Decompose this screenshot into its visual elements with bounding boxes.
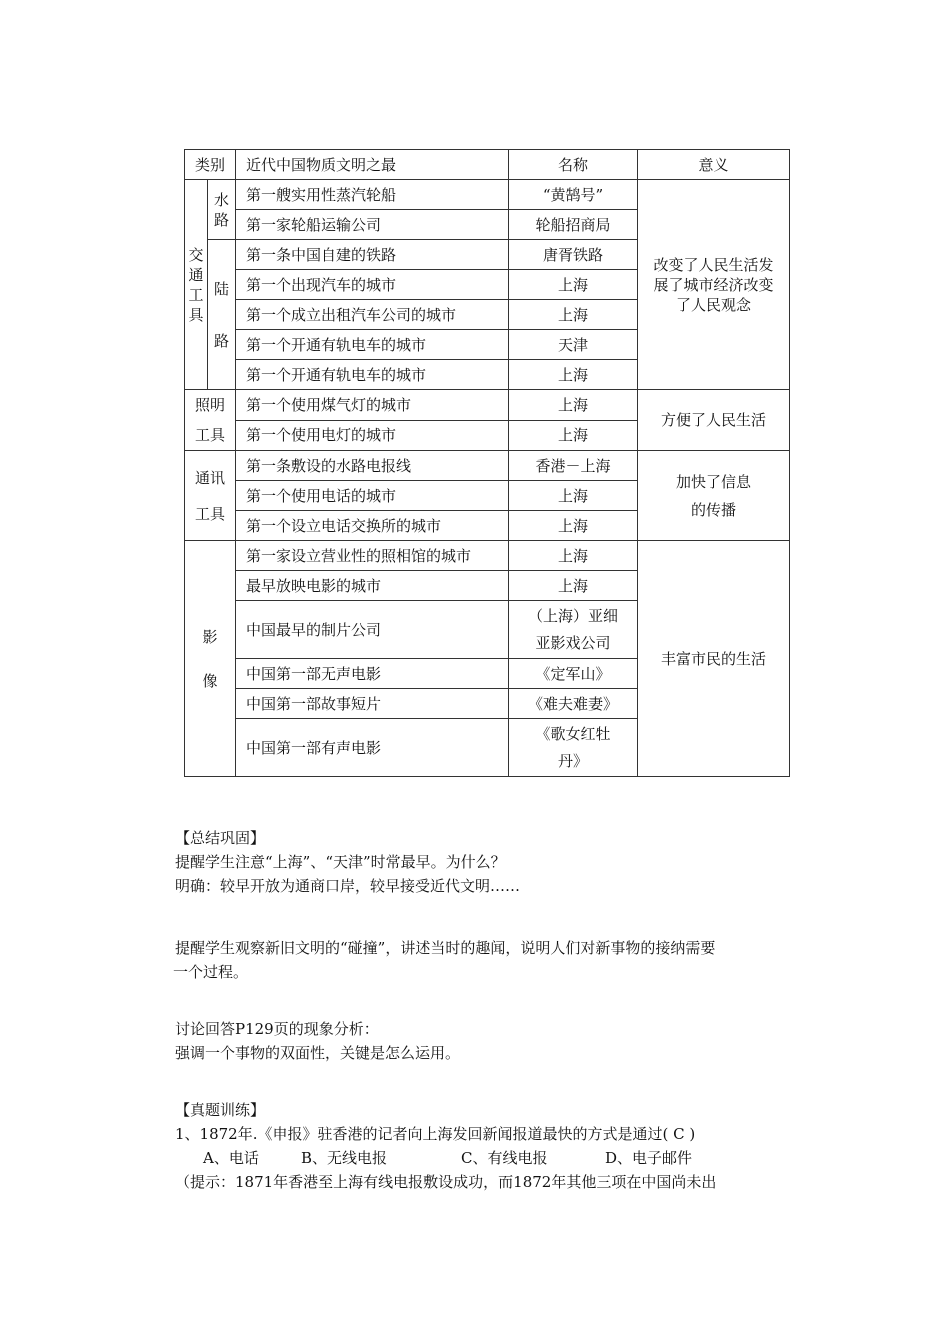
row-name: 上海 xyxy=(509,360,638,390)
header-name: 名称 xyxy=(509,150,638,180)
row-item: 第一条敷设的水路电报线 xyxy=(236,451,509,481)
row-name: 上海 xyxy=(509,420,638,451)
row-item: 第一个使用煤气灯的城市 xyxy=(236,390,509,421)
row-item: 第一个成立出租汽车公司的城市 xyxy=(236,300,509,330)
row-name: 香港－上海 xyxy=(509,451,638,481)
row-name: 唐胥铁路 xyxy=(509,240,638,270)
hint-text: （提示：1871年香港至上海有线电报敷设成功，而1872年其他三项在中国尚未出 xyxy=(175,1173,717,1191)
summary-paragraph xyxy=(175,936,815,984)
category-transport: 交 通 工 具 xyxy=(185,180,208,390)
category-communication: 通讯 工具 xyxy=(185,451,236,541)
category-lighting: 照明 工具 xyxy=(185,390,236,451)
paragraph-line: 提醒学生观察新旧文明的“碰撞”，讲述当时的趣闻，说明人们对新事物的接纳需要 xyxy=(175,939,716,957)
table-row xyxy=(185,451,790,481)
paragraph-line: 一个过程。 xyxy=(173,963,249,981)
row-item: 第一家轮船运输公司 xyxy=(236,210,509,240)
practice-heading: 【真题训练】 xyxy=(175,1101,266,1119)
row-item: 第一个使用电话的城市 xyxy=(236,481,509,511)
option-b: B、无线电报 xyxy=(301,1149,388,1167)
header-category: 类别 xyxy=(185,150,236,180)
row-item: 第一个开通有轨电车的城市 xyxy=(236,330,509,360)
option-d: D、电子邮件 xyxy=(605,1149,693,1167)
summary-line: 提醒学生注意“上海”、“天津”时常最早。为什么？ xyxy=(175,853,506,871)
option-c: C、有线电报 xyxy=(461,1149,548,1167)
row-item: 第一个设立电话交换所的城市 xyxy=(236,511,509,541)
table-header-row xyxy=(185,150,790,180)
row-name: 上海 xyxy=(509,511,638,541)
row-name: 上海 xyxy=(509,270,638,300)
row-name: （上海）亚细 亚影戏公司 xyxy=(509,601,638,659)
discussion-paragraph xyxy=(175,1017,815,1065)
row-item: 中国第一部无声电影 xyxy=(236,659,509,689)
row-name: 《歌女红牡 丹》 xyxy=(509,719,638,777)
row-item: 中国最早的制片公司 xyxy=(236,601,509,659)
header-item: 近代中国物质文明之最 xyxy=(236,150,509,180)
row-item: 第一个出现汽车的城市 xyxy=(236,270,509,300)
civilization-table xyxy=(184,149,790,777)
row-name: 上海 xyxy=(509,390,638,421)
meaning-lighting: 方便了人民生活 xyxy=(638,390,790,451)
row-name: 上海 xyxy=(509,481,638,511)
summary-section xyxy=(175,826,815,898)
row-item: 第一个开通有轨电车的城市 xyxy=(236,360,509,390)
meaning-transport: 改变了人民生活发 展了城市经济改变 了人民观念 xyxy=(638,180,790,390)
row-item: 最早放映电影的城市 xyxy=(236,571,509,601)
meaning-communication: 加快了信息 的传播 xyxy=(638,451,790,541)
table-row xyxy=(185,180,790,210)
row-name: 《难夫难妻》 xyxy=(509,689,638,719)
row-item: 第一艘实用性蒸汽轮船 xyxy=(236,180,509,210)
row-item: 中国第一部故事短片 xyxy=(236,689,509,719)
row-name: 天津 xyxy=(509,330,638,360)
row-item: 第一个使用电灯的城市 xyxy=(236,420,509,451)
question-options xyxy=(175,1146,815,1170)
subcategory-land: 陆 路 xyxy=(208,240,236,390)
subcategory-water: 水 路 xyxy=(208,180,236,240)
row-name: 《定军山》 xyxy=(509,659,638,689)
summary-heading: 【总结巩固】 xyxy=(175,829,266,847)
row-item: 第一家设立营业性的照相馆的城市 xyxy=(236,541,509,571)
table-row xyxy=(185,541,790,571)
paragraph-line: 强调一个事物的双面性，关键是怎么运用。 xyxy=(175,1044,461,1062)
paragraph-line: 讨论回答P129页的现象分析： xyxy=(175,1020,379,1038)
question-text: 1、1872年.《申报》驻香港的记者向上海发回新闻报道最快的方式是通过( C ) xyxy=(175,1125,696,1143)
row-item: 第一条中国自建的铁路 xyxy=(236,240,509,270)
summary-line: 明确：较早开放为通商口岸，较早接受近代文明…… xyxy=(175,877,521,895)
header-meaning: 意义 xyxy=(638,150,790,180)
row-item: 中国第一部有声电影 xyxy=(236,719,509,777)
category-film: 影 像 xyxy=(185,541,236,777)
practice-section xyxy=(175,1098,815,1194)
table-row xyxy=(185,390,790,421)
meaning-film: 丰富市民的生活 xyxy=(638,541,790,777)
row-name: “黄鹄号” xyxy=(509,180,638,210)
row-name: 上海 xyxy=(509,571,638,601)
option-a: A、电话 xyxy=(203,1149,259,1167)
row-name: 上海 xyxy=(509,541,638,571)
row-name: 轮船招商局 xyxy=(509,210,638,240)
row-name: 上海 xyxy=(509,300,638,330)
